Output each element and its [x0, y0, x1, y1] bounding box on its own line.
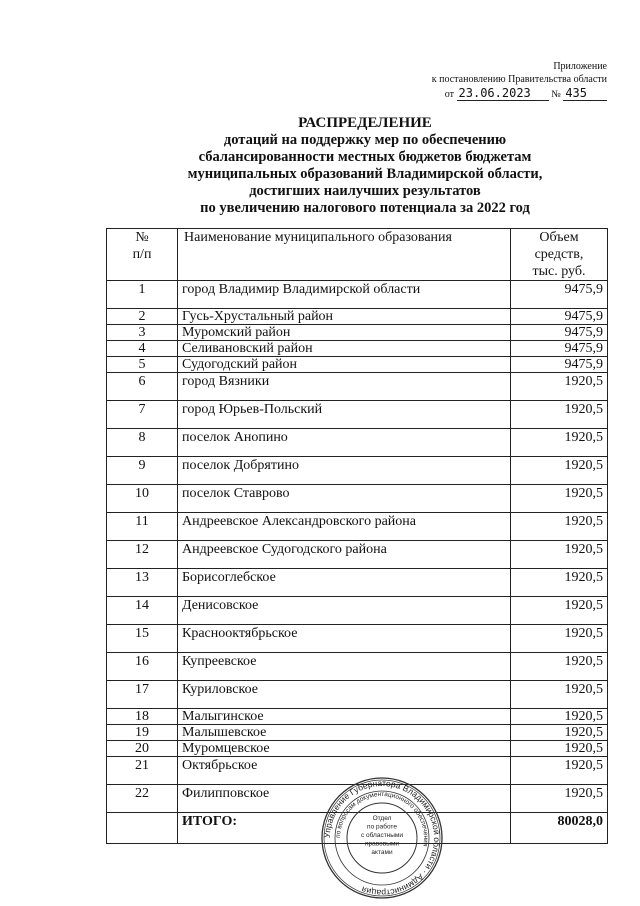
row-name: Октябрьское — [178, 757, 511, 785]
row-name: Малыгинское — [178, 709, 511, 725]
stamp-ring-text: Управление Губернатора Владимирской области · Администрация — [321, 777, 443, 899]
row-number: 22 — [107, 785, 178, 813]
row-number: 13 — [107, 569, 178, 597]
row-number: 6 — [107, 373, 178, 401]
total-label: ИТОГО: — [178, 813, 511, 844]
row-value: 1920,5 — [511, 401, 608, 429]
row-number: 7 — [107, 401, 178, 429]
row-name: Судогодский район — [178, 357, 511, 373]
table-row — [107, 401, 608, 429]
header-amount: Объем средств, тыс. руб. — [511, 229, 608, 281]
row-value: 1920,5 — [511, 513, 608, 541]
appendix-subtitle: к постановлению Правительства области — [431, 74, 607, 85]
table-row — [107, 457, 608, 485]
table-row — [107, 681, 608, 709]
row-value: 1920,5 — [511, 681, 608, 709]
row-value: 1920,5 — [511, 457, 608, 485]
row-number: 8 — [107, 429, 178, 457]
row-name: Малышевское — [178, 725, 511, 741]
stamp-center-line: актами — [371, 849, 393, 856]
row-value: 9475,9 — [511, 309, 608, 325]
row-number: 11 — [107, 513, 178, 541]
document-title — [150, 115, 580, 217]
row-value: 1920,5 — [511, 741, 608, 757]
table-row — [107, 541, 608, 569]
row-number: 3 — [107, 325, 178, 341]
table-row — [107, 597, 608, 625]
appendix-title: Приложение — [553, 61, 607, 72]
row-name: поселок Добрятино — [178, 457, 511, 485]
total-number-cell — [107, 813, 178, 844]
row-number: 21 — [107, 757, 178, 785]
table-row — [107, 709, 608, 725]
row-name: город Владимир Владимирской области — [178, 281, 511, 309]
row-number: 16 — [107, 653, 178, 681]
row-value: 9475,9 — [511, 281, 608, 309]
row-value: 9475,9 — [511, 325, 608, 341]
appendix-header — [432, 60, 607, 101]
row-value: 1920,5 — [511, 725, 608, 741]
row-name: Селивановский район — [178, 341, 511, 357]
row-name: Борисоглебское — [178, 569, 511, 597]
table-row — [107, 281, 608, 309]
table-row — [107, 485, 608, 513]
table-row — [107, 325, 608, 341]
row-value: 9475,9 — [511, 357, 608, 373]
row-name: город Вязники — [178, 373, 511, 401]
row-value: 1920,5 — [511, 625, 608, 653]
row-name: Муромский район — [178, 325, 511, 341]
row-value: 1920,5 — [511, 373, 608, 401]
row-value: 1920,5 — [511, 757, 608, 785]
row-name: поселок Анопино — [178, 429, 511, 457]
row-number: 15 — [107, 625, 178, 653]
table-row — [107, 625, 608, 653]
table-row — [107, 513, 608, 541]
table-row — [107, 725, 608, 741]
stamp-center-line: правовыми — [365, 840, 399, 848]
row-name: Куриловское — [178, 681, 511, 709]
row-number: 5 — [107, 357, 178, 373]
row-number: 18 — [107, 709, 178, 725]
table-row — [107, 741, 608, 757]
row-name: Муромцевское — [178, 741, 511, 757]
table-row — [107, 569, 608, 597]
title-line: достигших наилучших результатов — [249, 183, 481, 199]
date-prefix: от — [444, 89, 455, 100]
title-main: РАСПРЕДЕЛЕНИЕ — [298, 115, 432, 131]
stamp-center-line: с областными — [360, 832, 404, 839]
row-number: 2 — [107, 309, 178, 325]
total-value: 80028,0 — [511, 813, 608, 844]
table-header-row — [107, 229, 608, 281]
row-name: Краснооктябрьское — [178, 625, 511, 653]
appendix-date-line — [432, 87, 607, 101]
table-row — [107, 341, 608, 357]
table-body — [107, 281, 608, 813]
row-name: Гусь-Хрустальный район — [178, 309, 511, 325]
row-name: Купреевское — [178, 653, 511, 681]
table-row — [107, 653, 608, 681]
table-row — [107, 373, 608, 401]
number-label: № — [551, 89, 561, 100]
row-name: поселок Ставрово — [178, 485, 511, 513]
row-value: 1920,5 — [511, 709, 608, 725]
title-line: дотаций на поддержку мер по обеспечению — [223, 132, 507, 148]
row-number: 19 — [107, 725, 178, 741]
row-name: Денисовское — [178, 597, 511, 625]
stamp-center-line: по работе — [367, 823, 397, 831]
row-value: 1920,5 — [511, 485, 608, 513]
stamp-center-line: Отдел — [372, 815, 392, 822]
table-row — [107, 309, 608, 325]
title-line: сбалансированности местных бюджетов бюджетам — [198, 149, 532, 165]
title-line: муниципальных образований Владимирской области, — [187, 166, 543, 182]
row-number: 10 — [107, 485, 178, 513]
row-number: 1 — [107, 281, 178, 309]
stamp-center-text — [361, 815, 403, 856]
row-value: 1920,5 — [511, 653, 608, 681]
document-date: 23.06.2023 — [457, 86, 549, 101]
row-number: 17 — [107, 681, 178, 709]
row-value: 1920,5 — [511, 597, 608, 625]
row-name: Андреевское Судогодского района — [178, 541, 511, 569]
header-name: Наименование муниципального образования — [178, 229, 511, 281]
header-number: № п/п — [107, 229, 178, 281]
distribution-table — [106, 228, 608, 844]
table-row — [107, 357, 608, 373]
title-line: по увеличению налогового потенциала за 2022 год — [200, 200, 530, 216]
row-value: 1920,5 — [511, 569, 608, 597]
row-name: Андреевское Александровского района — [178, 513, 511, 541]
row-number: 4 — [107, 341, 178, 357]
row-number: 12 — [107, 541, 178, 569]
stamp-ring-inner-text: по вопросам документационного обеспечения — [334, 790, 430, 847]
row-number: 14 — [107, 597, 178, 625]
row-value: 1920,5 — [511, 541, 608, 569]
table-row — [107, 429, 608, 457]
row-value: 1920,5 — [511, 785, 608, 813]
row-number: 9 — [107, 457, 178, 485]
official-stamp — [320, 776, 444, 900]
document-number: 435 — [563, 86, 607, 101]
row-name: Филипповское — [178, 785, 511, 813]
row-number: 20 — [107, 741, 178, 757]
row-name: город Юрьев-Польский — [178, 401, 511, 429]
row-value: 9475,9 — [511, 341, 608, 357]
row-value: 1920,5 — [511, 429, 608, 457]
